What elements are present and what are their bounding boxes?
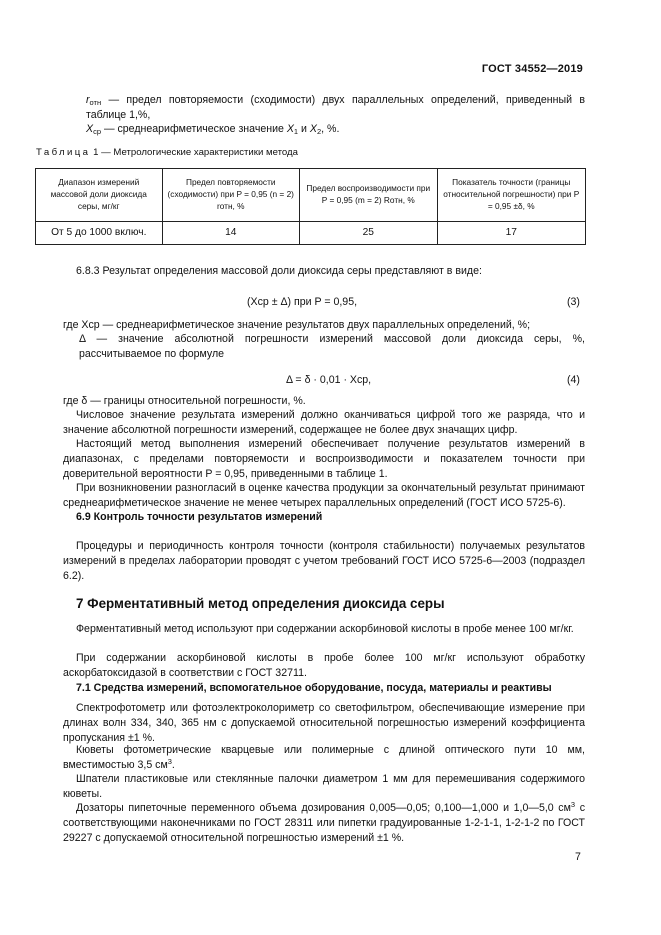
- metrology-table: [35, 168, 586, 245]
- page-number: 7: [575, 851, 581, 863]
- paragraph-numeric-value: Числовое значение результата измерений должно оканчиваться цифрой того же разряда, что и значение абсолютной погрешности измерений, содержащее не более двух значащих цифр.: [63, 409, 585, 436]
- symbol-r: r: [86, 94, 90, 106]
- symbol-r-subscript: отн: [89, 98, 102, 107]
- cuvettes-tail: .: [171, 758, 175, 771]
- cuvettes-text: Кюветы фотометрические кварцевые или полимерные с длиной оптического пути 10 мм, вместимостью 3,5 см: [63, 744, 585, 771]
- table-row: [36, 222, 586, 245]
- cubic-superscript: 3: [570, 800, 576, 809]
- section-7-para-1: Ферментативный метод используют при содержании аскорбиновой кислоты в пробе менее 100 мг/кг.: [76, 623, 574, 635]
- table-cell: 14: [162, 222, 300, 245]
- definition-r-text: — предел повторяемости (сходимости) двух параллельных определений, приведенный в таблице 1,%,: [86, 94, 585, 121]
- section-6-9-title: 6.9 Контроль точности результатов измерений: [76, 511, 323, 523]
- symbol-x1-subscript: 1: [293, 127, 299, 136]
- section-7-para-2: При содержании аскорбиновой кислоты в пробе более 100 мг/кг используют обработку аскорбатоксидазой в соответствии с ГОСТ 32711.: [63, 652, 585, 679]
- section-7-1-para-4: [63, 801, 585, 845]
- table-header-row: [36, 169, 586, 222]
- where-delta-small: где δ — границы относительной погрешности, %.: [63, 395, 306, 407]
- equation-3: (Xср ± Δ) при P = 0,95,: [247, 296, 358, 308]
- para-6-8-3: 6.8.3 Результат определения массовой доли диоксида серы представляют в виде:: [76, 265, 482, 277]
- equation-4: Δ = δ · 0,01 · Xср,: [286, 374, 372, 386]
- definition-r-otn: [86, 93, 585, 123]
- symbol-x-subscript: ср: [93, 127, 101, 136]
- table-cell: 17: [437, 222, 586, 245]
- table-header-cell: Показатель точности (границы относительной погрешности) при P = 0,95 ±δ, %: [437, 169, 586, 222]
- section-7-1-title: 7.1 Средства измерений, вспомогательное оборудование, посуда, материалы и реактивы: [76, 682, 552, 694]
- where-x-sr: где Xср — среднеарифметическое значение результатов двух параллельных определений, %;: [63, 319, 531, 331]
- paragraph-disagreements: При возникновении разногласий в оценке качества продукции за окончательный результат принимают среднеарифметическое значение не менее четырех параллельных определений (ГОСТ ИСО 5725-6).: [63, 482, 585, 509]
- section-6-9-text: Процедуры и периодичность контроля точности (контроля стабильности) получаемых результатов измерений в пределах лаборатории проводят с учетом требований ГОСТ ИСО 5725-6—2003 (подраздел 6.2).: [63, 540, 585, 582]
- table-header-cell: Диапазон измерений массовой доли диоксида серы, мг/кг: [36, 169, 163, 222]
- table-cell: От 5 до 1000 включ.: [36, 222, 163, 245]
- equation-3-number: (3): [567, 296, 580, 308]
- dispensers-text: Дозаторы пипеточные переменного объема дозирования 0,005—0,05; 0,100—1,000 и 1,0—5,0 см: [76, 802, 571, 814]
- table-caption-text: 1 — Метрологические характеристики метода: [90, 147, 298, 158]
- symbol-x: X: [86, 123, 94, 135]
- definition-x-sr: [86, 122, 339, 137]
- symbol-x2: X: [309, 123, 317, 135]
- definition-x-tail: , %.: [321, 123, 340, 135]
- table-header-cell: Предел воспроизводимости при P = 0,95 (m = 2) Rотн, %: [300, 169, 438, 222]
- table-header-cell: Предел повторяемости (сходимости) при P = 0,95 (n = 2) rотн, %: [162, 169, 300, 222]
- dispensers-tail: с соответствующими наконечниками по ГОСТ 28311 или пипетки градуированные 1-2-1-1, 1-2-1-2 по ГОСТ 29227 с допускаемой относительной погрешностью измерений ±1 %.: [63, 802, 585, 844]
- paragraph-method-precision: Настоящий метод выполнения измерений обеспечивает получение результатов измерений в диапазонах, с пределами повторяемости и воспроизводимости и показателем точности при доверительной вероятности P = 0,95, приведенными в таблице 1.: [63, 438, 585, 480]
- cubic-superscript: 3: [167, 756, 172, 766]
- definition-x-text: — среднеарифметическое значение: [101, 123, 287, 135]
- section-7-1-para-1: Спектрофотометр или фотоэлектроколориметр со светофильтром, обеспечивающие измерение при длинах волн 334, 340, 365 нм с допускаемой относительной погрешностью измерений коэффициента пропускания ±1 %.: [63, 702, 585, 744]
- section-7-1-para-3: Шпатели пластиковые или стеклянные палочки диаметром 1 мм для перемешивания содержимого кюветы.: [63, 773, 585, 800]
- equation-4-number: (4): [567, 374, 580, 386]
- document-code: ГОСТ 34552—2019: [481, 63, 583, 75]
- symbol-x2-subscript: 2: [316, 127, 322, 136]
- table-cell: 25: [300, 222, 438, 245]
- section-7-1-para-2: [63, 743, 585, 773]
- symbol-x1: X: [286, 123, 294, 135]
- table-caption: [36, 146, 298, 161]
- and-text: и: [298, 123, 310, 135]
- table-caption-word: Таблица: [36, 147, 91, 158]
- section-7-title: 7 Ферментативный метод определения диоксида серы: [76, 596, 445, 611]
- where-delta: Δ — значение абсолютной погрешности измерений массовой доли диоксида серы, %, рассчитываемое по формуле: [79, 333, 585, 360]
